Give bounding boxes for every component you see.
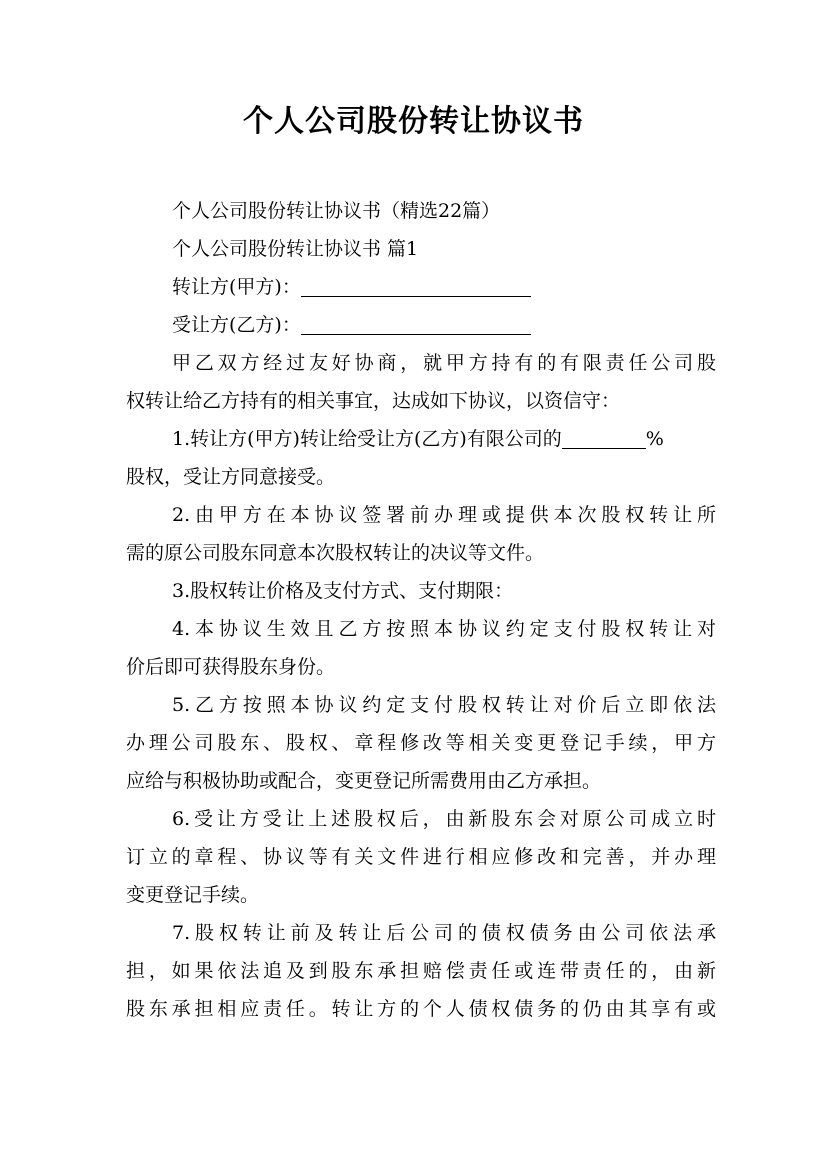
clause-5-line-2: 办理公司股东、股权、章程修改等相关变更登记手续，甲方 xyxy=(126,732,716,754)
clause-2-line-2: 需的原公司股东同意本次股权转让的决议等文件。 xyxy=(126,542,545,564)
transferor-line xyxy=(126,268,716,306)
clause-5-line-3: 应给与积极协助或配合，变更登记所需费用由乙方承担。 xyxy=(126,770,602,792)
transferor-blank[interactable] xyxy=(301,274,531,297)
transferor-label: 转让方(甲方)： xyxy=(172,276,301,298)
clause-5 xyxy=(126,686,716,800)
clause-4-line-2: 价后即可获得股东身份。 xyxy=(126,656,336,678)
clause-7-line-1: 7.股权转让前及转让后公司的债权债务由公司依法承 xyxy=(172,922,716,944)
clause-6-line-2: 订立的章程、协议等有关文件进行相应修改和完善，并办理 xyxy=(126,846,716,868)
clause-4-line-1: 4.本协议生效且乙方按照本协议约定支付股权转让对 xyxy=(172,618,716,640)
clause-1-line-1 xyxy=(126,420,716,458)
clause-6-line-3: 变更登记手续。 xyxy=(126,884,260,906)
clause-6 xyxy=(126,800,716,914)
document-title: 个人公司股份转让协议书 xyxy=(243,104,584,139)
intro-paragraph xyxy=(126,344,716,420)
clause-4 xyxy=(126,610,716,686)
document-body xyxy=(126,192,716,1028)
transferee-line xyxy=(126,306,716,344)
clause-6-line-1: 6.受让方受让上述股权后，由新股东会对原公司成立时 xyxy=(172,808,716,830)
intro-line-1: 甲乙双方经过友好协商，就甲方持有的有限责任公司股 xyxy=(172,352,716,374)
clause-3-line-1: 3.股权转让价格及支付方式、支付期限： xyxy=(172,580,514,602)
clause-7 xyxy=(126,914,716,1028)
transferee-blank[interactable] xyxy=(301,312,531,335)
clause-2 xyxy=(126,496,716,572)
clause-1-line-2: 股权，受让方同意接受。 xyxy=(126,466,336,488)
clause-7-line-3: 股东承担相应责任。转让方的个人债权债务的仍由其享有或 xyxy=(126,998,716,1020)
clause-7-line-2: 担，如果依法追及到股东承担赔偿责任或连带责任的，由新 xyxy=(126,960,716,982)
transferee-label: 受让方(乙方)： xyxy=(172,314,301,336)
clause-1-suffix: % xyxy=(645,428,664,450)
percentage-blank[interactable] xyxy=(562,426,646,449)
section-heading: 个人公司股份转让协议书 篇1 xyxy=(172,238,419,260)
clause-3 xyxy=(126,572,716,610)
clause-1-prefix: 1.转让方(甲方)转让给受让方(乙方)有限公司的 xyxy=(172,428,562,450)
intro-line-2: 权转让给乙方持有的相关事宜，达成如下协议，以资信守： xyxy=(126,390,621,412)
clause-2-line-1: 2.由甲方在本协议签署前办理或提供本次股权转让所 xyxy=(172,504,716,526)
subtitle: 个人公司股份转让协议书（精选22篇） xyxy=(172,200,501,222)
clause-5-line-1: 5.乙方按照本协议约定支付股权转让对价后立即依法 xyxy=(172,694,716,716)
clause-1 xyxy=(126,420,716,496)
